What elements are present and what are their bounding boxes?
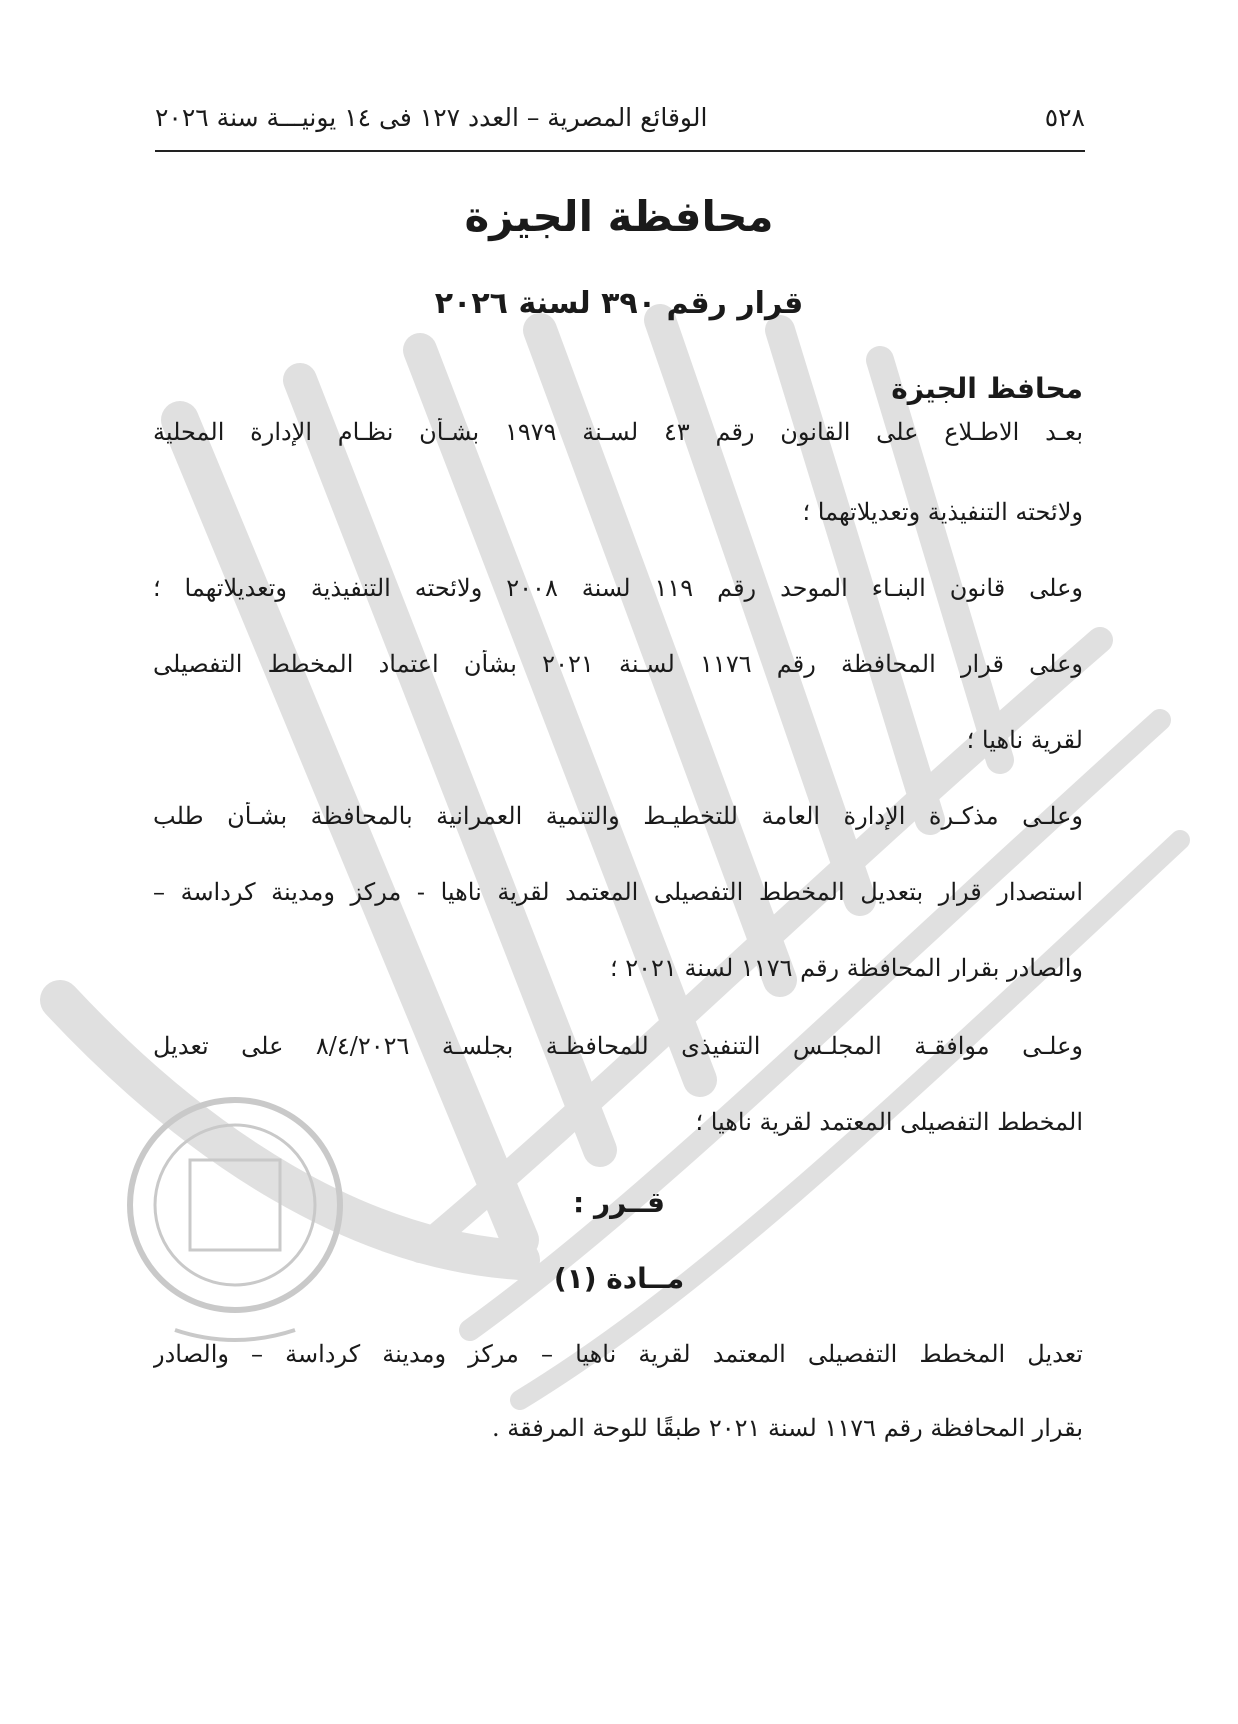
ministry-seal-icon xyxy=(130,1100,340,1340)
decided-heading: قــرر : xyxy=(573,1186,665,1219)
governorate-title: محافظة الجيزة xyxy=(464,192,774,241)
preamble-line: وعلـى موافقـة المجلـس التنفيذى للمحافظـة بجلسـة ٨/٤/٢٠٢٦ على تعديل xyxy=(153,1032,1083,1060)
decree-title: قرار رقم ٣٩٠ لسنة ٢٠٢٦ xyxy=(434,286,804,321)
page-number: ٥٢٨ xyxy=(1044,102,1085,132)
preamble-line: وعلـى مذكـرة الإدارة العامة للتخطيـط والتنمية العمرانية بالمحافظة بشـأن طلب xyxy=(153,802,1083,830)
preamble-line: لقرية ناهيا ؛ xyxy=(966,726,1083,754)
preamble-line: والصادر بقرار المحافظة رقم ١١٧٦ لسنة ٢٠٢١ ؛ xyxy=(609,954,1083,982)
preamble-line: استصدار قرار بتعديل المخطط التفصيلى المعتمد لقرية ناهيا - مركز ومدينة كرداسة – xyxy=(153,878,1083,906)
preamble-line: وعلى قانون البنـاء الموحد رقم ١١٩ لسنة ٢٠٠٨ ولائحته التنفيذية وتعديلاتهما ؛ xyxy=(153,574,1083,602)
running-header xyxy=(155,92,1085,142)
preamble-line: وعلى قرار المحافظة رقم ١١٧٦ لسـنة ٢٠٢١ بشأن اعتماد المخطط التفصيلى xyxy=(153,650,1083,678)
preamble-line: بعـد الاطـلاع على القانون رقم ٤٣ لسـنة ١٩٧٩ بشـأن نظـام الإدارة المحلية xyxy=(153,418,1083,446)
article-line: تعديل المخطط التفصيلى المعتمد لقرية ناهيا – مركز ومدينة كرداسة – والصادر xyxy=(153,1340,1083,1368)
header-rule xyxy=(155,150,1085,152)
article-title: مــادة (١) xyxy=(553,1262,685,1295)
issuer-heading: محافظ الجيزة xyxy=(891,372,1083,405)
preamble-line: المخطط التفصيلى المعتمد لقرية ناهيا ؛ xyxy=(695,1108,1083,1136)
watermark-strokes xyxy=(60,320,1180,1400)
gazette-issue-line: الوقائع المصرية – العدد ١٢٧ فى ١٤ يونيـــة سنة ٢٠٢٦ xyxy=(155,102,708,132)
article-line: بقرار المحافظة رقم ١١٧٦ لسنة ٢٠٢١ طبقًا للوحة المرفقة . xyxy=(491,1414,1083,1442)
preamble-line: ولائحته التنفيذية وتعديلاتهما ؛ xyxy=(802,498,1083,526)
